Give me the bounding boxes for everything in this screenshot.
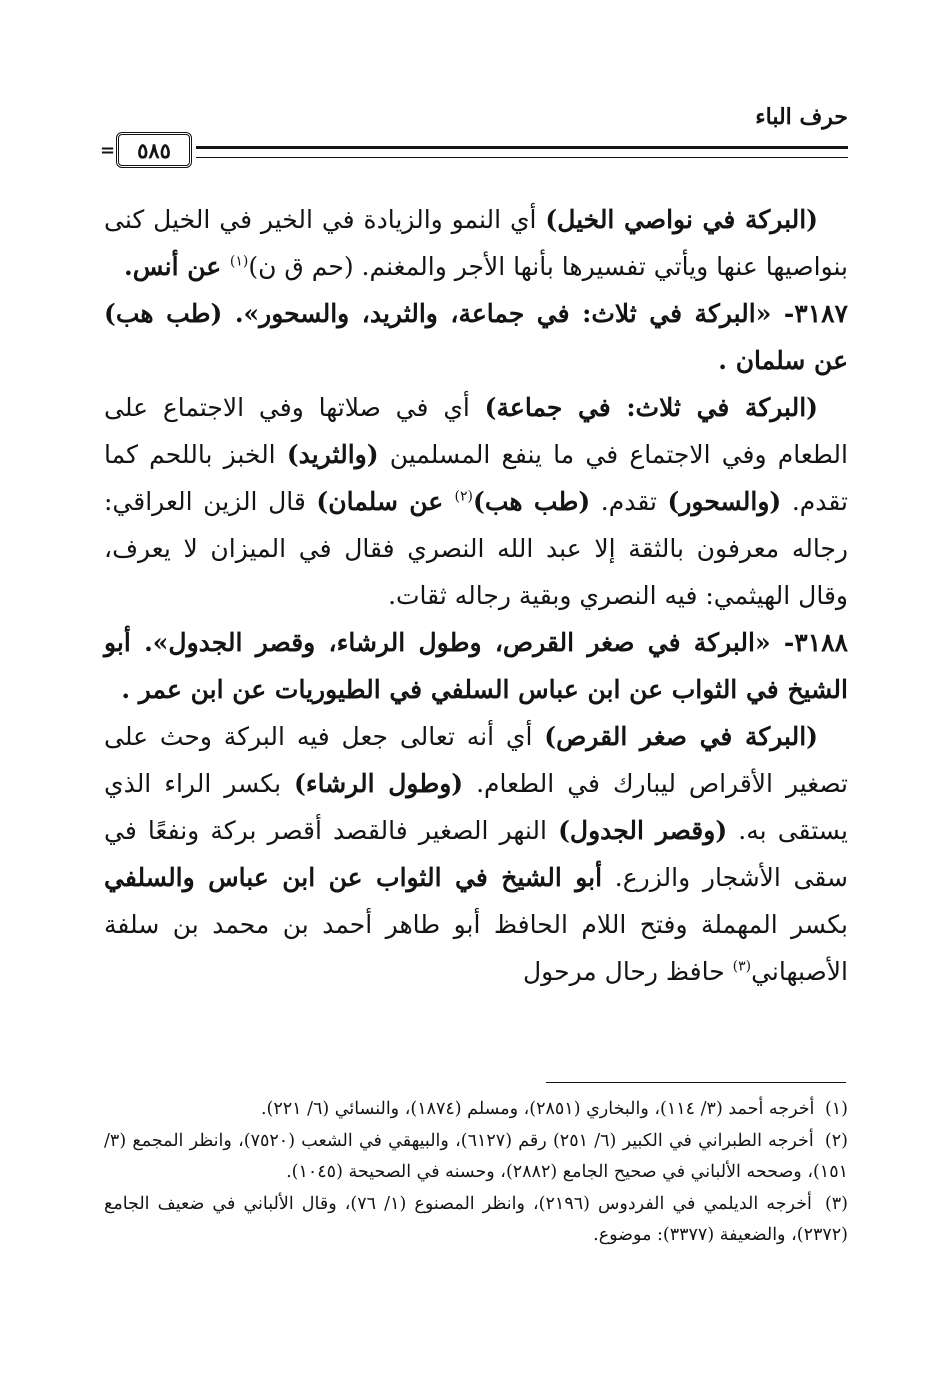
commentary-text: تقدم. xyxy=(590,487,668,516)
lemma: (طب هب) xyxy=(473,487,591,516)
hadith-3187 xyxy=(104,290,848,384)
footnote-text: أخرجه الديلمي في الفردوس (٢١٩٦)، وانظر المصنوع (١/ ٧٦)، وقال الألباني في ضعيف الجامع (٢٣٧٢)، والضعيفة (٣٣٧٧): موضوع. xyxy=(104,1194,848,1245)
commentary-text: أي في صلاتها وفي الاجتماع على الطعام وفي الاجتماع في ما ينفع المسلمين xyxy=(104,393,848,469)
footnote-1 xyxy=(104,1094,848,1125)
page-header xyxy=(100,96,848,176)
commentary-text: أي النمو والزيادة في الخير في الخيل كنى بنواصيها عنها ويأتي تفسيرها بأنها الأجر والمغنم. (حم ق ن) xyxy=(104,205,848,281)
commentary-paragraph-2 xyxy=(104,384,848,619)
lemma: (البركة في صغر القرص) xyxy=(544,722,818,751)
lemma: أبو الشيخ في الثواب عن ابن عباس والسلفي xyxy=(104,863,603,892)
hadith-number: ٣١٨٧- xyxy=(771,299,848,328)
commentary-text: بكسر الراء الذي يستقى به. xyxy=(104,769,848,845)
lemma: عن سلمان) xyxy=(316,487,455,516)
footnote-text: أخرجه الطبراني في الكبير (٦/ ٢٥١) رقم (٦١٢٧)، والبيهقي في الشعب (٧٥٢٠)، وانظر المجمع (٣/ ١٥١)، وصححه الألباني في صحيح الجامع (٢٨٨٢)، وحسنه في الصحيحة (١٠٤٥). xyxy=(104,1131,848,1182)
commentary-text: حافظ رحال مرحول xyxy=(522,957,733,986)
commentary-paragraph-3 xyxy=(104,713,848,995)
running-title: حرف الباء xyxy=(755,104,848,130)
main-text xyxy=(104,196,848,995)
footnote-ref-3[interactable]: (٣) xyxy=(732,958,752,975)
footnote-separator xyxy=(546,1082,846,1083)
commentary-text: النهر الصغير فالقصد أقصر بركة ونفعًا في سقى الأشجار والزرع. xyxy=(104,816,848,892)
lemma: (وطول الرشاء) xyxy=(294,769,464,798)
commentary-text: أي أنه تعالى جعل فيه البركة وحث على تصغير الأقراص ليبارك في الطعام. xyxy=(104,722,848,798)
lemma: (البركة في نواصي الخيل) xyxy=(545,205,819,234)
commentary-text: عن أنس. xyxy=(124,252,230,281)
commentary-paragraph-1 xyxy=(104,196,848,290)
commentary-text: قال الزين العراقي: رجاله معرفون بالثقة إلا عبد الله النصري فقال في الميزان لا يعرف، وقال الهيثمي: فيه النصري وبقية رجاله ثقات. xyxy=(104,487,848,610)
footnote-ref-2[interactable]: (٢) xyxy=(454,488,474,505)
lemma: (وقصر الجدول) xyxy=(558,816,728,845)
lemma: (البركة في ثلاث: في جماعة) xyxy=(484,393,818,422)
footnotes xyxy=(104,1094,848,1252)
header-rule xyxy=(196,146,848,158)
hadith-number: ٣١٨٨- xyxy=(770,628,848,657)
footnote-number: (٣) xyxy=(824,1194,848,1214)
lemma: (والثريد) xyxy=(286,440,379,469)
commentary-text: الخبز باللحم كما تقدم. xyxy=(104,440,849,516)
commentary-text: بكسر المهملة وفتح اللام الحافظ أبو طاهر أحمد بن محمد بن سلفة الأصبهاني xyxy=(104,910,848,986)
footnote-3 xyxy=(104,1189,848,1251)
hadith-3188 xyxy=(104,619,848,713)
footnote-number: (١) xyxy=(824,1099,848,1119)
footnote-2 xyxy=(104,1126,848,1188)
header-ornament-mark: = xyxy=(100,140,116,161)
page-number-frame xyxy=(116,132,192,168)
footnote-text: أخرجه أحمد (٣/ ١١٤)، والبخاري (٢٨٥١)، ومسلم (١٨٧٤)، والنسائي (٦/ ٢٢١). xyxy=(260,1099,815,1119)
lemma: (والسحور) xyxy=(667,487,782,516)
page-number: ٥٨٥ xyxy=(137,137,171,163)
hadith-text: «البركة في ثلاث: في جماعة، والثريد، والسحور». (طب هب) عن سلمان . xyxy=(104,299,848,375)
hadith-text: «البركة في صغر القرص، وطول الرشاء، وقصر الجدول». أبو الشيخ في الثواب عن ابن عباس السلفي في الطيوريات عن ابن عمر . xyxy=(104,628,848,704)
footnote-ref-1[interactable]: (١) xyxy=(229,253,249,270)
footnote-number: (٢) xyxy=(824,1131,848,1151)
